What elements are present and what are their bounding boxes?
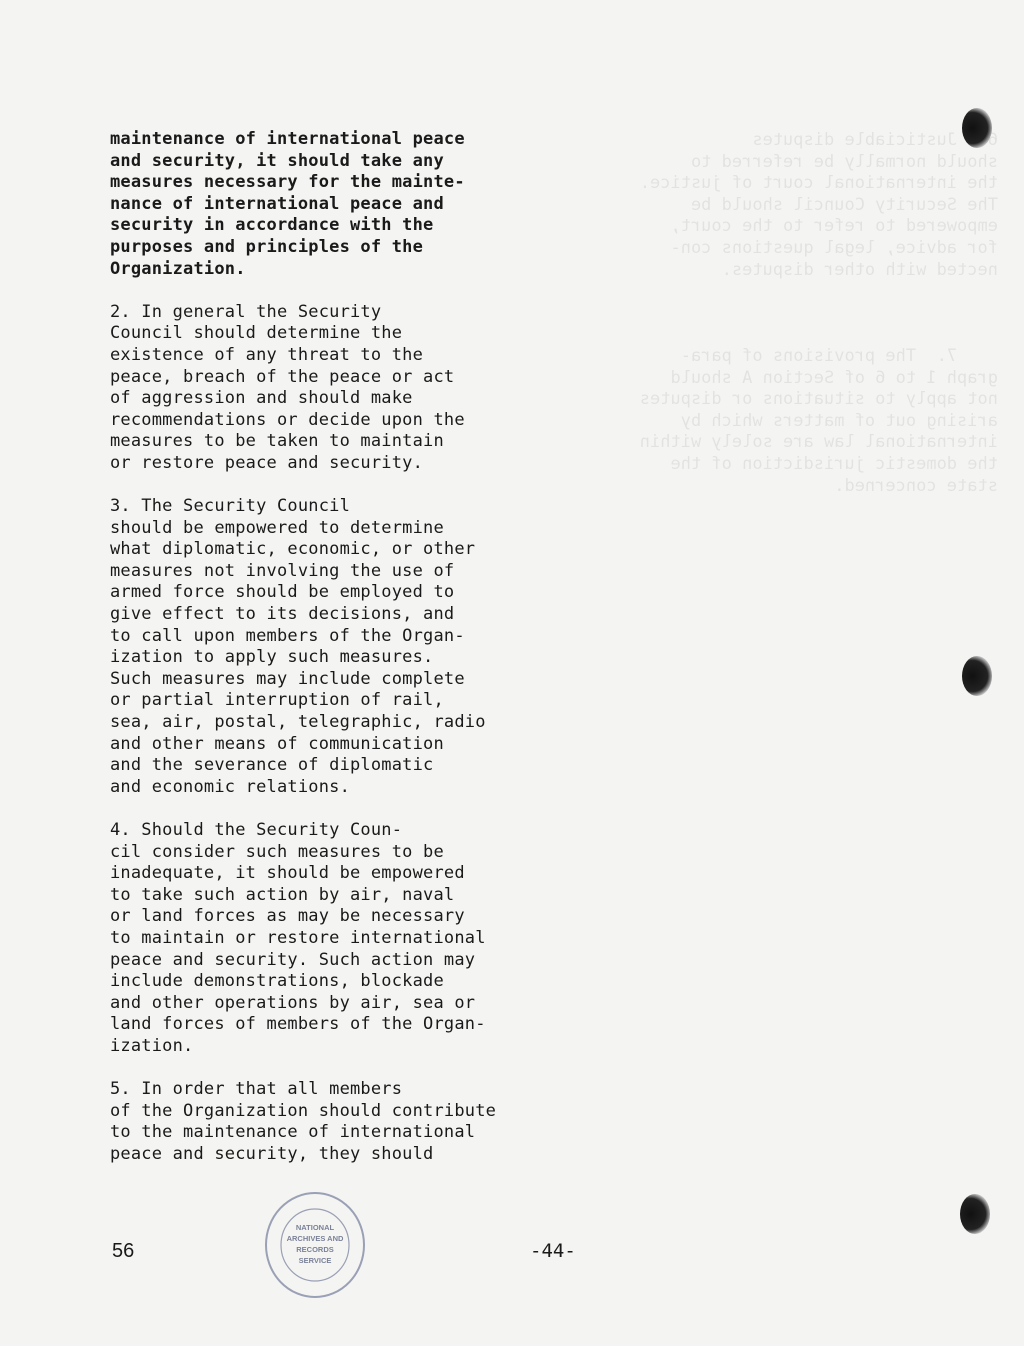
paragraph-3: 3. The Security Council should be empowered to determine what diplomatic, economic, or other measures not involving the use of armed force should be employed to give effect to its decisions, and to call upon members of the Organ- ization to apply such measures. Such measures may include complete or partial interruption of rail, sea, air, postal, telegraphic, radio and other means of communication and the severance of diplomatic and economic relations. xyxy=(110,496,486,797)
stamp-line-2: ARCHIVES AND xyxy=(286,1234,344,1243)
page-marker: -44- xyxy=(530,1240,576,1262)
stamp-line-4: SERVICE xyxy=(298,1256,332,1265)
punch-hole-icon xyxy=(960,1194,990,1234)
paragraph-2: 2. In general the Security Council should determine the existence of any threat to the peace, breach of the peace or act of aggression and should make recommendations or decide upon the measures to be taken to maintain or restore peace and security. xyxy=(110,301,465,473)
body-text xyxy=(110,129,590,1187)
paragraph-5: 5. In order that all members of the Organization should contribute to the maintenance of international peace and security, they should xyxy=(110,1079,497,1164)
printed-page-number: 56 xyxy=(112,1240,135,1262)
stamp-line-3: RECORDS xyxy=(296,1245,334,1254)
paragraph-continuation: maintenance of international peace and security, it should take any measures necessary for the mainte- nance of international peace and security in accordance with the purposes and principles of the Organization. xyxy=(110,129,465,279)
punch-hole-icon xyxy=(962,108,992,148)
stamp-line-1: NATIONAL xyxy=(295,1223,335,1232)
bleed-through-text: Justiciable disputes should normally be referred to the international court of justice. The Security Council should be empowered to refer to the court, for advice, legal questions con- nected with other disputes. 7. The provisions of para- graph 1 to 6 of Section A should not apply to situations or disputes arising out of matters which by international law are solely within the domestic jurisdiction of the state concerned. xyxy=(639,130,998,496)
punch-hole-icon xyxy=(962,656,992,696)
paragraph-4: 4. Should the Security Coun- cil consider such measures to be inadequate, it should be empowered to take such action by air, naval or land forces as may be necessary to maintain or restore international peace and security. Such action may include demonstrations, blockade and other operations by air, sea or land forces of members of the Organ- ization. xyxy=(110,820,486,1056)
archive-stamp-seal xyxy=(263,1190,367,1300)
